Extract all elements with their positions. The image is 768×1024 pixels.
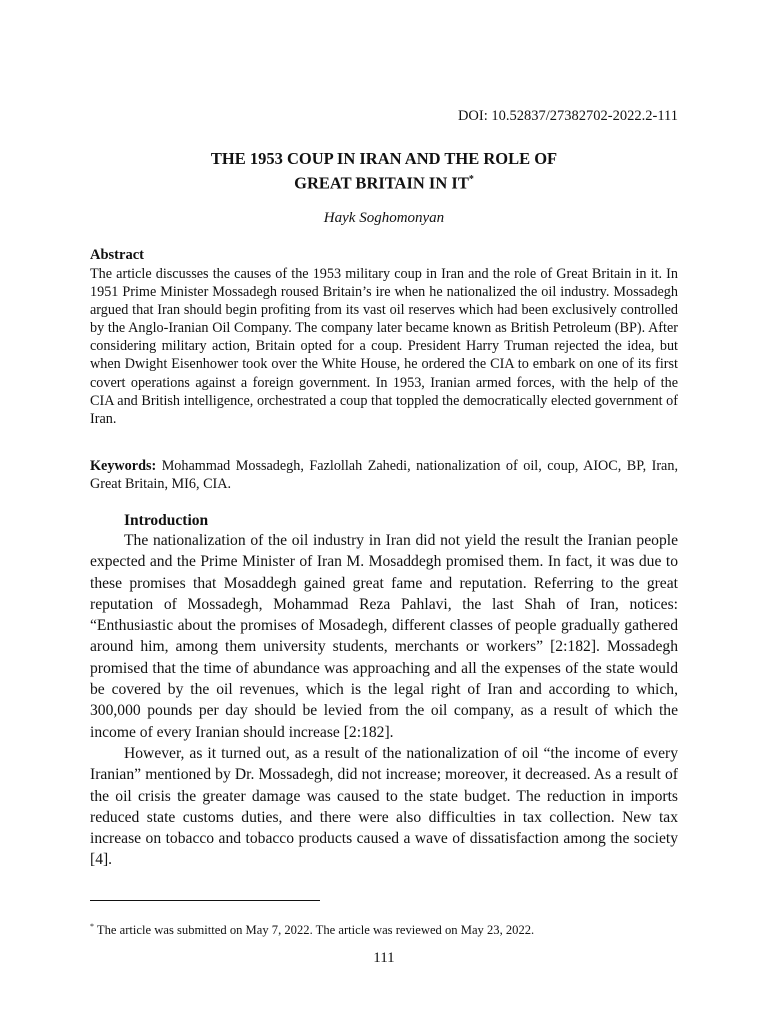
introduction-body: [90, 530, 678, 871]
doi-identifier: DOI: 10.52837/27382702-2022.2-111: [457, 108, 678, 124]
footnote: [90, 922, 534, 938]
title-line-2-text: GREAT BRITAIN IN IT: [294, 173, 469, 193]
title-footnote-mark: *: [468, 174, 474, 185]
page-number: 111: [373, 950, 395, 966]
keywords-label: Keywords:: [90, 458, 157, 474]
keywords-text: Mohammad Mossadegh, Fazlollah Zahedi, nationalization of oil, coup, AIOC, BP, Iran, Great Britain, MI6, CIA.: [90, 458, 678, 493]
title-line-2: [90, 169, 678, 194]
keywords-block: [90, 457, 678, 493]
paragraph-1: The nationalization of the oil industry in Iran did not yield the result the Iranian people expected and the Prime Minister of Iran M. Mosaddegh promised them. In fact, it was due to these promises that Mosaddegh gained great fame and reputation. Referring to the great reputation of Mossadegh, Mohammad Reza Pahlavi, the last Shah of Iran, notices: “Enthusiastic about the promises of Mosadegh, different classes of people gradually gathered around him, among them university students, merchants or workers” [2:182]. Mossadegh promised that the time of abundance was approaching and all the expenses of the state would be covered by the oil revenues, which is the legal right of Iran and according to which, 300,000 pounds per day should be levied from the oil company, as a result of which the income of every Iranian should increase [2:182].: [90, 532, 678, 741]
article-title: [90, 148, 678, 194]
title-line-1: THE 1953 COUP IN IRAN AND THE ROLE OF: [210, 149, 558, 168]
footnote-divider: [90, 900, 320, 901]
footnote-text: The article was submitted on May 7, 2022. The article was reviewed on May 23, 2022.: [94, 923, 535, 938]
abstract-heading: Abstract: [90, 247, 144, 263]
abstract-text: The article discusses the causes of the 1953 military coup in Iran and the role of Great Britain in it. In 1951 Prime Minister Mossadegh roused Britain’s ire when he nationalized the oil industry. Mossadegh argued that Iran should begin profiting from its vast oil reserves which had been exclusively controlled by the Anglo-Iranian Oil Company. The company later became known as British Petroleum (BP). After considering military action, Britain opted for a coup. President Harry Truman rejected the idea, but when Dwight Eisenhower took over the White House, he ordered the CIA to embark on one of its first covert operations against a foreign government. In 1953, Iranian armed forces, with the help of the CIA and British intelligence, orchestrated a coup that toppled the democratically elected government of Iran.: [90, 266, 678, 427]
paragraph-2: However, as it turned out, as a result of the nationalization of oil “the income of every Iranian” mentioned by Dr. Mossadegh, did not increase; moreover, it decreased. As a result of the oil crisis the greater damage was caused to the state budget. The reduction in imports reduced state customs duties, and there were also difficulties in tax collection. New tax increase on tobacco and tobacco products caused a wave of dissatisfaction among the society [4].: [90, 744, 678, 869]
author-name: Hayk Soghomonyan: [323, 210, 445, 226]
footnote-mark: *: [90, 922, 94, 931]
introduction-heading: Introduction: [124, 512, 209, 529]
